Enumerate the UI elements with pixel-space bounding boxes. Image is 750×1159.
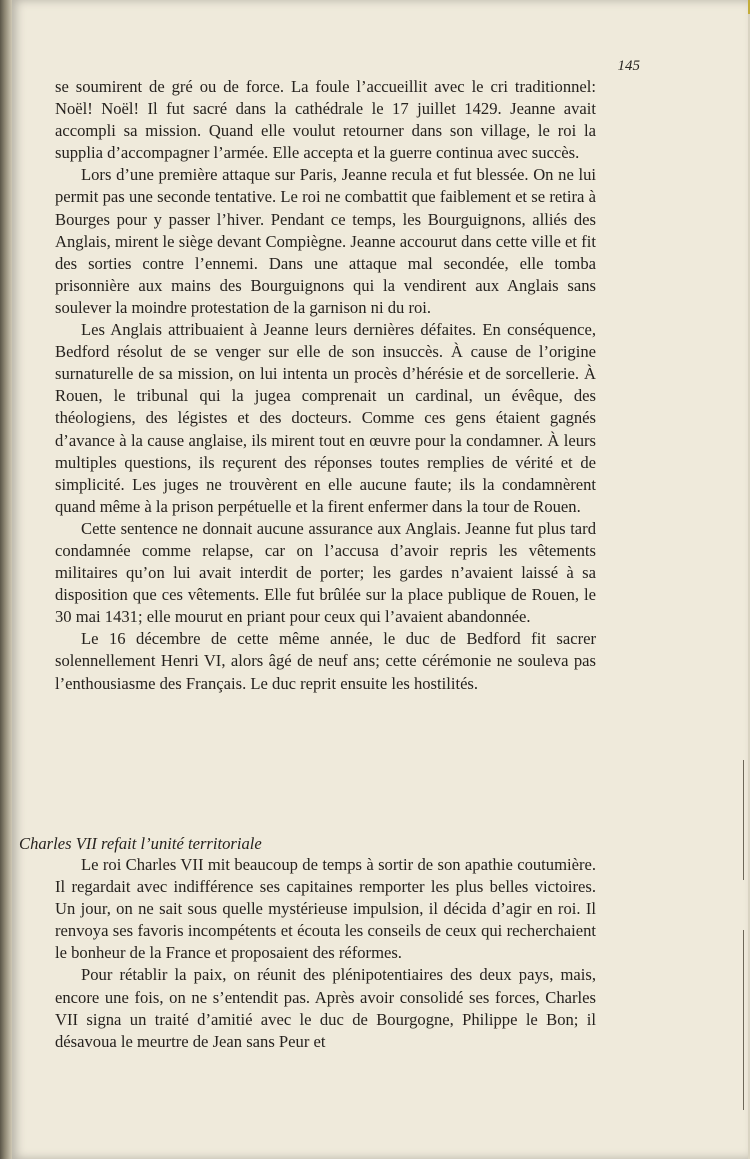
paragraph: Lors d’une première attaque sur Paris, Jeanne recula et fut blessée. On ne lui permit pas une seconde tentative. Le roi ne combattit que faiblement et se retira à Bourges pour y passer l’hiver. Pendant ce temps, les Bourguignons, alliés des Anglais, mirent le siège devant Compiègne. Jeanne accourut dans cette ville et fit des sorties contre l’ennemi. Dans une attaque mal secondée, elle tomba prisonnière aux mains des Bourguignons qui la vendirent aux Anglais sans soulever la moindre protestation de la garnison ni du roi. <box>55 165 596 317</box>
paragraph: se soumirent de gré ou de force. La foule l’accueillit avec le cri traditionnel: Noël! Noël! Il fut sacré dans la cathédrale le 17 juillet 1429. Jeanne avait accompli sa mission. Quand elle voulut retourner dans son village, le roi la supplia d’accompagner l’armée. Elle accepta et la guerre continua avec succès. <box>55 77 596 163</box>
page-edge-mark <box>743 930 744 1110</box>
body-text-upper <box>55 76 596 695</box>
page-edge-mark <box>743 760 744 880</box>
book-spine-shadow <box>0 0 12 1159</box>
paragraph: Le roi Charles VII mit beaucoup de temps à sortir de son apathie coutumière. Il regardait avec indifférence ses capitaines remporter les plus belles victoires. Un jour, on ne sait sous quelle mystérieuse impulsion, il décida d’agir en roi. Il renvoya ses favoris incompétents et écouta les conseils de ceux qui recherchaient le bonheur de la France et proposaient des réformes. <box>55 855 596 963</box>
paragraph: Cette sentence ne donnait aucune assurance aux Anglais. Jeanne fut plus tard condamnée comme relapse, car on l’accusa d’avoir repris les vêtements militaires qu’on lui avait interdit de porter; les gardes n’avaient laissé à sa disposition que ces vêtements. Elle fut brûlée sur la place publique de Rouen, le 30 mai 1431; elle mourut en priant pour ceux qui l’avaient abandonnée. <box>55 518 596 627</box>
paragraph: Le 16 décembre de cette même année, le duc de Bedford fit sacrer solennellement Henri VI, alors âgé de neuf ans; cette cérémonie ne souleva pas l’enthousiasme des Français. Le duc reprit ensuite les hostilités. <box>55 629 596 693</box>
paragraph: Pour rétablir la paix, on réunit des plénipotentiaires des deux pays, mais, encore une fois, on ne s’entendit pas. Après avoir consolidé ses forces, Charles VII signa un traité d’amitié avec le duc de Bourgogne, Philippe le Bon; il désavoua le meurtre de Jean sans Peur et <box>55 965 596 1051</box>
page-number: 145 <box>617 58 640 74</box>
paragraph: Les Anglais attribuaient à Jeanne leurs dernières défaites. En conséquence, Bedford résolut de se venger sur elle de son insuccès. À cause de l’origine surnaturelle de sa mission, on lui intenta un procès d’hérésie et de sorcellerie. À Rouen, le tribunal qui la jugea comprenait un cardinal, un évêque, des théologiens, des légistes et des docteurs. Comme ces gens étaient gagnés d’avance à la cause anglaise, ils mirent tout en œuvre pour la condamner. À leurs multiples questions, ils reçurent des réponses toutes remplies de vérité et de simplicité. Les juges ne trouvèrent en elle aucune faute; ils la condamnèrent quand même à la prison perpétuelle et la firent enfermer dans la tour de Rouen. <box>55 320 596 516</box>
section-heading: Charles VII refait l’unité territoriale <box>19 834 262 853</box>
body-text-lower <box>55 854 596 1053</box>
